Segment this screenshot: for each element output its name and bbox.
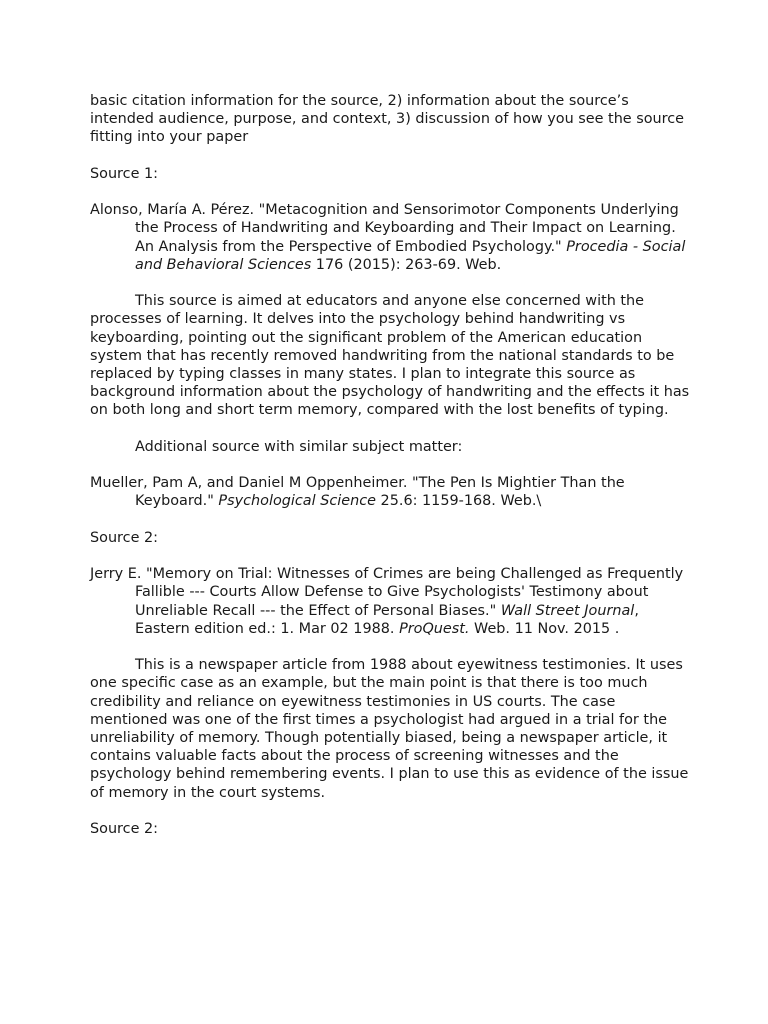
source-2-heading: Source 2:	[90, 529, 159, 546]
document-page	[90, 92, 690, 856]
citation-text: Mueller, Pam A, and Daniel M Oppenheimer. "The Pen Is Mightier Than the Keyboard."	[90, 475, 625, 510]
additional-source-label: Additional source with similar subject matter:	[135, 438, 463, 455]
database-name: ProQuest.	[399, 620, 470, 637]
citation-access: Web. 11 Nov. 2015 .	[469, 620, 620, 637]
journal-title: Procedia - Social and Behavioral Sciences	[135, 238, 686, 273]
citation-details: 176 (2015): 263-69. Web.	[311, 256, 502, 273]
additional-source-citation	[90, 474, 690, 510]
source-2-citation	[90, 565, 690, 638]
source-1-citation	[90, 201, 690, 274]
journal-title: Psychological Science	[218, 493, 376, 510]
source-1-annotation: This source is aimed at educators and anyone else concerned with the processes of learning. It delves into the psychology behind handwriting vs keyboarding, pointing out the significant problem of the American education system that has recently removed handwriting from the national standards to be replaced by typing classes in many states. I plan to integrate this source as background information about the psychology of handwriting and the effects it has on both long and short term memory, compared with the lost benefits of typing.	[90, 293, 690, 419]
assignment-instructions: basic citation information for the source, 2) information about the source’s intended audience, purpose, and context, 3) discussion of how you see the source fitting into your paper	[90, 93, 685, 146]
citation-details: 25.6: 1159-168. Web.\	[375, 493, 542, 510]
source-1-heading: Source 1:	[90, 165, 159, 182]
citation-text: Jerry E. "Memory on Trial: Witnesses of Crimes are being Challenged as Frequently Fallible --- Courts Allow Defense to Give Psychologists' Testimony about Unreliable Recall --- the Effect of Personal Biases."	[90, 566, 684, 619]
source-2-annotation: This is a newspaper article from 1988 about eyewitness testimonies. It uses one specific case as an example, but the main point is that there is too much credibility and reliance on eyewitness testimonies in US courts. The case mentioned was one of the first times a psychologist had argued in a trial for the unreliability of memory. Though potentially biased, being a newspaper article, it contains valuable facts about the process of screening witnesses and the psychology behind remembering events. I plan to use this as evidence of the issue of memory in the court systems.	[90, 657, 689, 801]
newspaper-title: Wall Street Journal	[500, 602, 635, 619]
citation-text: Alonso, María A. Pérez. "Metacognition and Sensorimotor Components Underlying the Process of Handwriting and Keyboarding and Their Impact on Learning. An Analysis from the Perspective of Embodied Psychology."	[90, 202, 679, 255]
citation-details: , Eastern edition ed.: 1. Mar 02 1988.	[135, 602, 639, 637]
source-3-heading: Source 2:	[90, 820, 159, 837]
